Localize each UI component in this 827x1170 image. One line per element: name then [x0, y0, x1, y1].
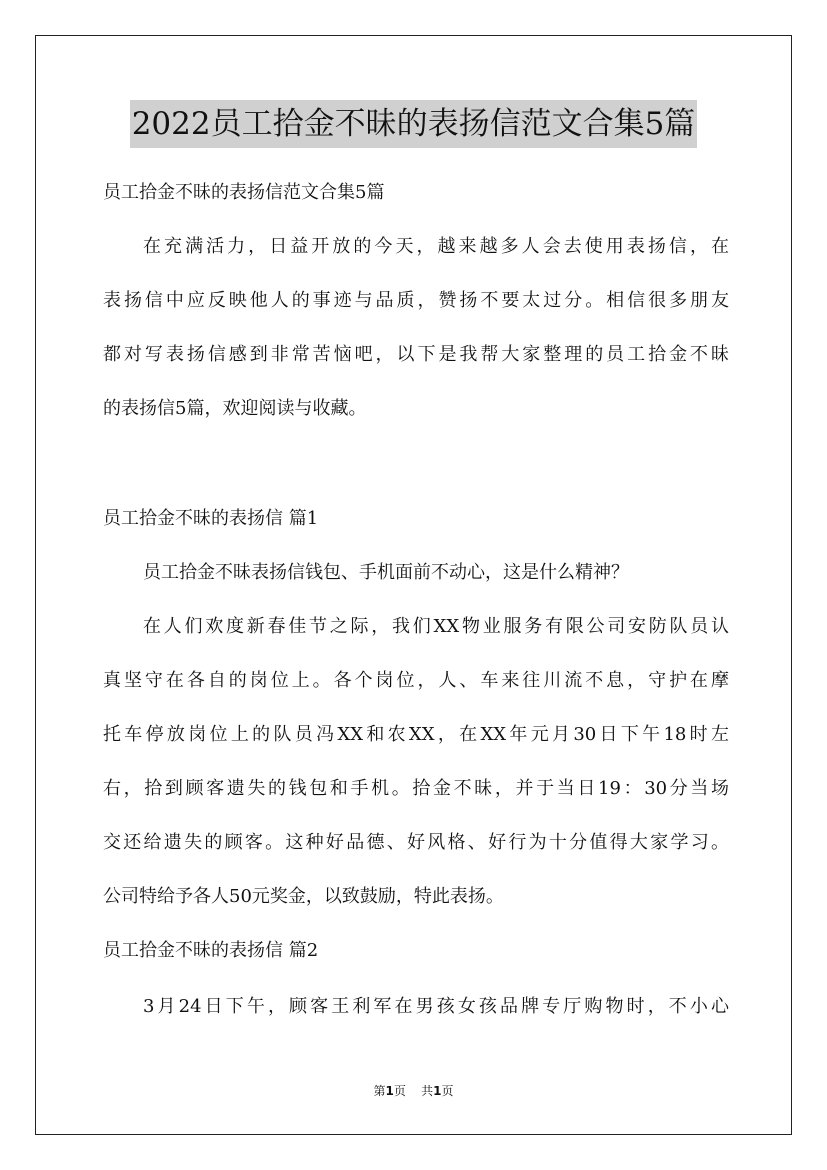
intro-line: 的表扬信5篇，欢迎阅读与收藏。 [103, 398, 367, 419]
intro-line: 都对写表扬信感到非常苦恼吧，以下是我帮大家整理的员工拾金不昧 [103, 344, 729, 365]
section1-paragraph [103, 600, 729, 924]
page-total: 1 [433, 1084, 442, 1098]
section1-lead: 员工拾金不昧表扬信钱包、手机面前不动心，这是什么精神？ [143, 562, 629, 583]
intro-paragraph [103, 220, 729, 436]
section2-heading: 员工拾金不昧的表扬信 篇2 [103, 940, 319, 961]
section2-line: 3月24日下午，顾客王利军在男孩女孩品牌专厅购物时，不小心 [143, 996, 729, 1017]
title-wrap [0, 100, 827, 148]
section1-heading: 员工拾金不昧的表扬信 篇1 [103, 508, 319, 529]
section1-line: 公司特给予各人50元奖金，以致鼓励，特此表扬。 [103, 886, 504, 907]
section1-line: 在人们欢度新春佳节之际，我们XX物业服务有限公司安防队员认 [143, 616, 729, 637]
intro-line: 表扬信中应反映他人的事迹与品质，赞扬不要太过分。相信很多朋友 [103, 290, 729, 311]
section1-line: 交还给遗失的顾客。这种好品德、好风格、好行为十分值得大家学习。 [103, 832, 729, 853]
document-subtitle: 员工拾金不昧的表扬信范文合集5篇 [103, 182, 385, 203]
section1-line: 真坚守在各自的岗位上。各个岗位，人、车来往川流不息，守护在摩 [103, 670, 729, 691]
section1-line: 托车停放岗位上的队员冯XX和农XX，在XX年元月30日下午18时左 [103, 724, 729, 745]
section1-line: 右，拾到顾客遗失的钱包和手机。拾金不昧，并于当日19：30分当场 [103, 778, 729, 799]
intro-line: 在充满活力，日益开放的今天，越来越多人会去使用表扬信，在 [143, 236, 729, 257]
page-current: 1 [385, 1084, 394, 1098]
page-footer: 第1页 共1页 [373, 1084, 454, 1098]
document-title: 2022员工拾金不昧的表扬信范文合集5篇 [130, 100, 698, 148]
section2-paragraph [103, 980, 729, 1034]
